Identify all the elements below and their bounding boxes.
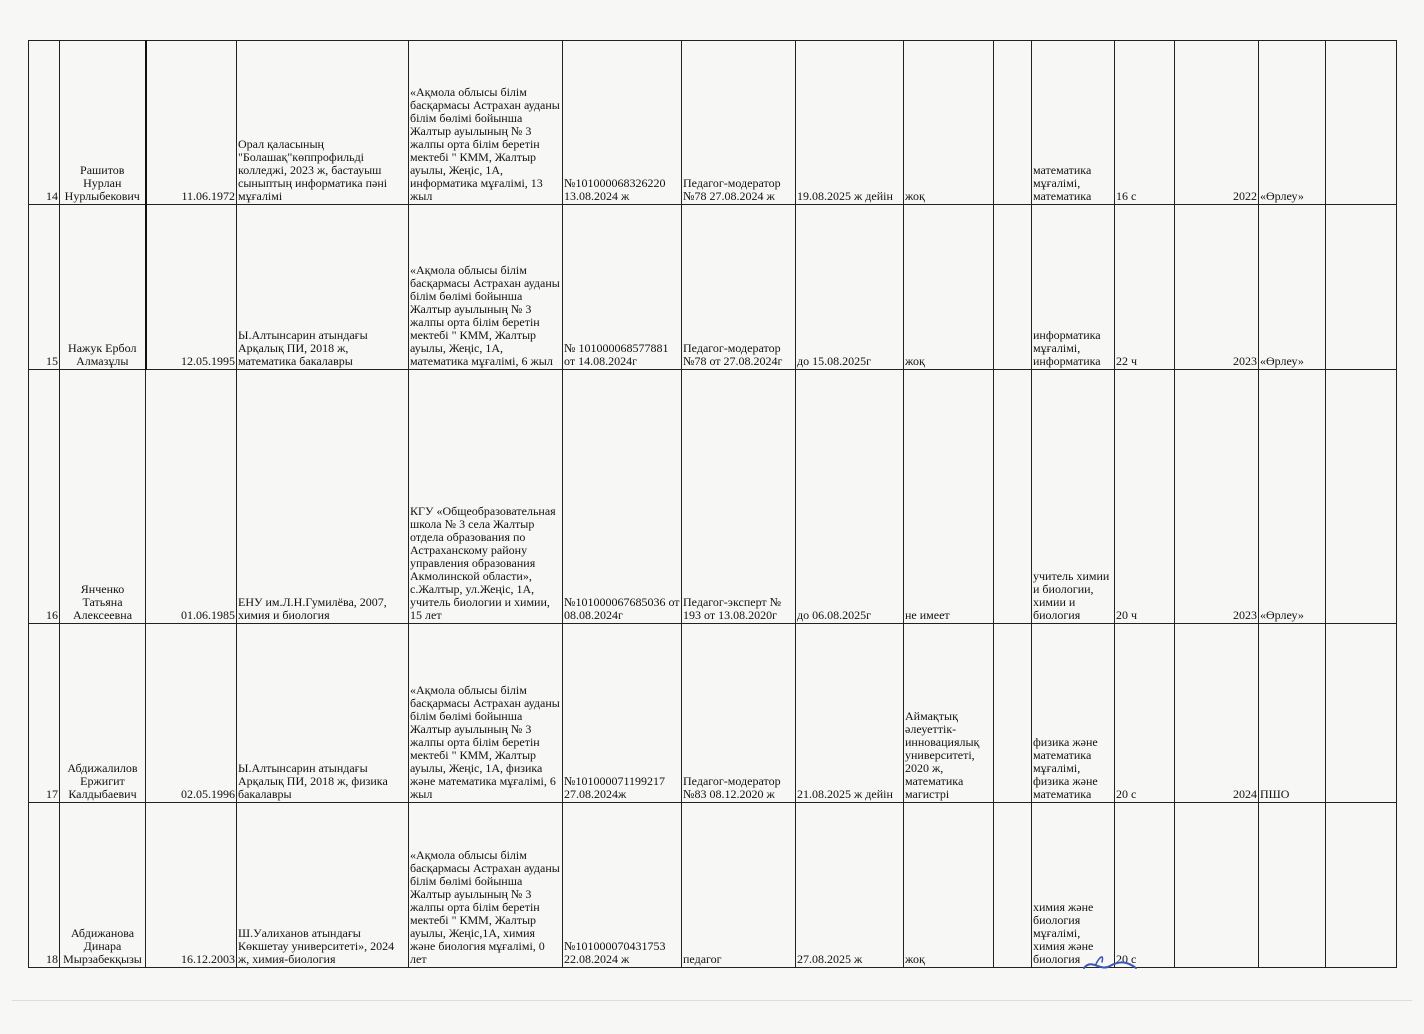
- workplace: «Ақмола облысы білім басқармасы Астрахан ауданы білім бөлімі бойынша Жалтыр ауылының № 3 жалпы орта білім беретін мектебі " КММ, Жалтыр ауылы, Жеңіс, 1А, информатика мұғалімі, 13 жыл: [409, 41, 563, 205]
- workplace: КГУ «Общеобразовательная школа № 3 села Жалтыр отдела образования по Астраханскому району управления образования Акмолинской области», с.Жалтыр, ул.Жеңіс, 1А, учитель биологии и химии, 15 лет: [409, 370, 563, 624]
- teacher-name: Абдижанова Динара Мырзабекқызы: [60, 803, 146, 968]
- valid-until: 19.08.2025 ж дейін: [796, 41, 904, 205]
- subject: химия және биология мұғалімі, химия және биология: [1032, 803, 1115, 968]
- order-number: №101000068326220 13.08.2024 ж: [563, 41, 682, 205]
- category: Педагог-модератор №83 08.12.2020 ж: [682, 624, 796, 803]
- teacher-name: Абдижалилов Ержигит Калдыбаевич: [60, 624, 146, 803]
- extra-column: [994, 205, 1032, 370]
- birth-date: 16.12.2003: [146, 803, 237, 968]
- workplace: «Ақмола облысы білім басқармасы Астрахан ауданы білім бөлімі бойынша Жалтыр ауылының № 3 жалпы орта білім беретін мектебі " КММ, Жалтыр ауылы, Жеңіс, 1А, математика мұғалімі, 6 жыл: [409, 205, 563, 370]
- academic-degree: жоқ: [904, 205, 994, 370]
- table-row: [29, 370, 1397, 624]
- course-provider: «Өрлеу»: [1259, 370, 1326, 624]
- last-column: [1326, 624, 1397, 803]
- valid-until: 21.08.2025 ж дейін: [796, 624, 904, 803]
- category: Педагог-модератор №78 от 27.08.2024г: [682, 205, 796, 370]
- course-year: 2023: [1175, 370, 1259, 624]
- extra-column: [994, 370, 1032, 624]
- workplace: «Ақмола облысы білім басқармасы Астрахан ауданы білім бөлімі бойынша Жалтыр ауылының № 3 жалпы орта білім беретін мектебі " КММ, Жалтыр ауылы, Жеңіс,1А, химия және биология мұғалімі, 0 лет: [409, 803, 563, 968]
- category: Педагог-эксперт № 193 от 13.08.2020г: [682, 370, 796, 624]
- category: Педагог-модератор №78 27.08.2024 ж: [682, 41, 796, 205]
- row-number: 15: [29, 205, 60, 370]
- subject: информатика мұғалімі, информатика: [1032, 205, 1115, 370]
- teacher-name: Рашитов Нурлан Нурлыбекович: [60, 41, 146, 205]
- education: ЕНУ им.Л.Н.Гумилёва, 2007, химия и биология: [237, 370, 409, 624]
- row-number: 16: [29, 370, 60, 624]
- course-provider: «Өрлеу»: [1259, 205, 1326, 370]
- last-column: [1326, 803, 1397, 968]
- valid-until: до 06.08.2025г: [796, 370, 904, 624]
- teacher-name: Янченко Татьяна Алексеевна: [60, 370, 146, 624]
- academic-degree: жоқ: [904, 803, 994, 968]
- order-number: №101000070431753 22.08.2024 ж: [563, 803, 682, 968]
- education: Ш.Уалиханов атындағы Көкшетау университеті», 2024 ж, химия-биология: [237, 803, 409, 968]
- subject: математика мұғалімі, математика: [1032, 41, 1115, 205]
- row-number: 14: [29, 41, 60, 205]
- academic-degree: Аймақтық әлеуеттік-инновациялық университеті, 2020 ж, математика магистрі: [904, 624, 994, 803]
- hours: 16 с: [1115, 41, 1175, 205]
- order-number: №101000071199217 27.08.2024ж: [563, 624, 682, 803]
- table-row: [29, 624, 1397, 803]
- course-year: [1175, 803, 1259, 968]
- row-number: 18: [29, 803, 60, 968]
- birth-date: 12.05.1995: [146, 205, 237, 370]
- table-row: [29, 205, 1397, 370]
- extra-column: [994, 803, 1032, 968]
- course-year: 2024: [1175, 624, 1259, 803]
- last-column: [1326, 41, 1397, 205]
- staff-table: [28, 40, 1397, 968]
- order-number: №101000067685036 от 08.08.2024г: [563, 370, 682, 624]
- table-row: [29, 41, 1397, 205]
- scan-edge: [12, 1000, 1412, 1001]
- hours: 20 ч: [1115, 370, 1175, 624]
- course-provider: [1259, 803, 1326, 968]
- hours: 20 с: [1115, 624, 1175, 803]
- education: Ы.Алтынсарин атындағы Арқалық ПИ, 2018 ж, математика бакалавры: [237, 205, 409, 370]
- signature-mark: [1080, 948, 1140, 978]
- birth-date: 02.05.1996: [146, 624, 237, 803]
- extra-column: [994, 41, 1032, 205]
- academic-degree: не имеет: [904, 370, 994, 624]
- hours: 20 с: [1115, 803, 1175, 968]
- teacher-name: Нажук Ербол Алмазұлы: [60, 205, 146, 370]
- last-column: [1326, 205, 1397, 370]
- workplace: «Ақмола облысы білім басқармасы Астрахан ауданы білім бөлімі бойынша Жалтыр ауылының № 3 жалпы орта білім беретін мектебі " КММ, Жалтыр ауылы, Жеңіс, 1А, физика және математика мұғалімі, 6 жыл: [409, 624, 563, 803]
- course-year: 2023: [1175, 205, 1259, 370]
- row-number: 17: [29, 624, 60, 803]
- extra-column: [994, 624, 1032, 803]
- order-number: № 101000068577881 от 14.08.2024г: [563, 205, 682, 370]
- birth-date: 11.06.1972: [146, 41, 237, 205]
- academic-degree: жоқ: [904, 41, 994, 205]
- course-provider: ПШО: [1259, 624, 1326, 803]
- last-column: [1326, 370, 1397, 624]
- birth-date: 01.06.1985: [146, 370, 237, 624]
- course-year: 2022: [1175, 41, 1259, 205]
- table-row: [29, 803, 1397, 968]
- valid-until: 27.08.2025 ж: [796, 803, 904, 968]
- subject: учитель химии и биологии, химии и биология: [1032, 370, 1115, 624]
- education: Орал қаласының "Болашақ"көппрофильді колледжі, 2023 ж, бастауыш сыныптың информатика пәні мұғалімі: [237, 41, 409, 205]
- hours: 22 ч: [1115, 205, 1175, 370]
- category: педагог: [682, 803, 796, 968]
- subject: физика және математика мұғалімі, физика және математика: [1032, 624, 1115, 803]
- course-provider: «Өрлеу»: [1259, 41, 1326, 205]
- valid-until: до 15.08.2025г: [796, 205, 904, 370]
- education: Ы.Алтынсарин атындағы Арқалық ПИ, 2018 ж, физика бакалавры: [237, 624, 409, 803]
